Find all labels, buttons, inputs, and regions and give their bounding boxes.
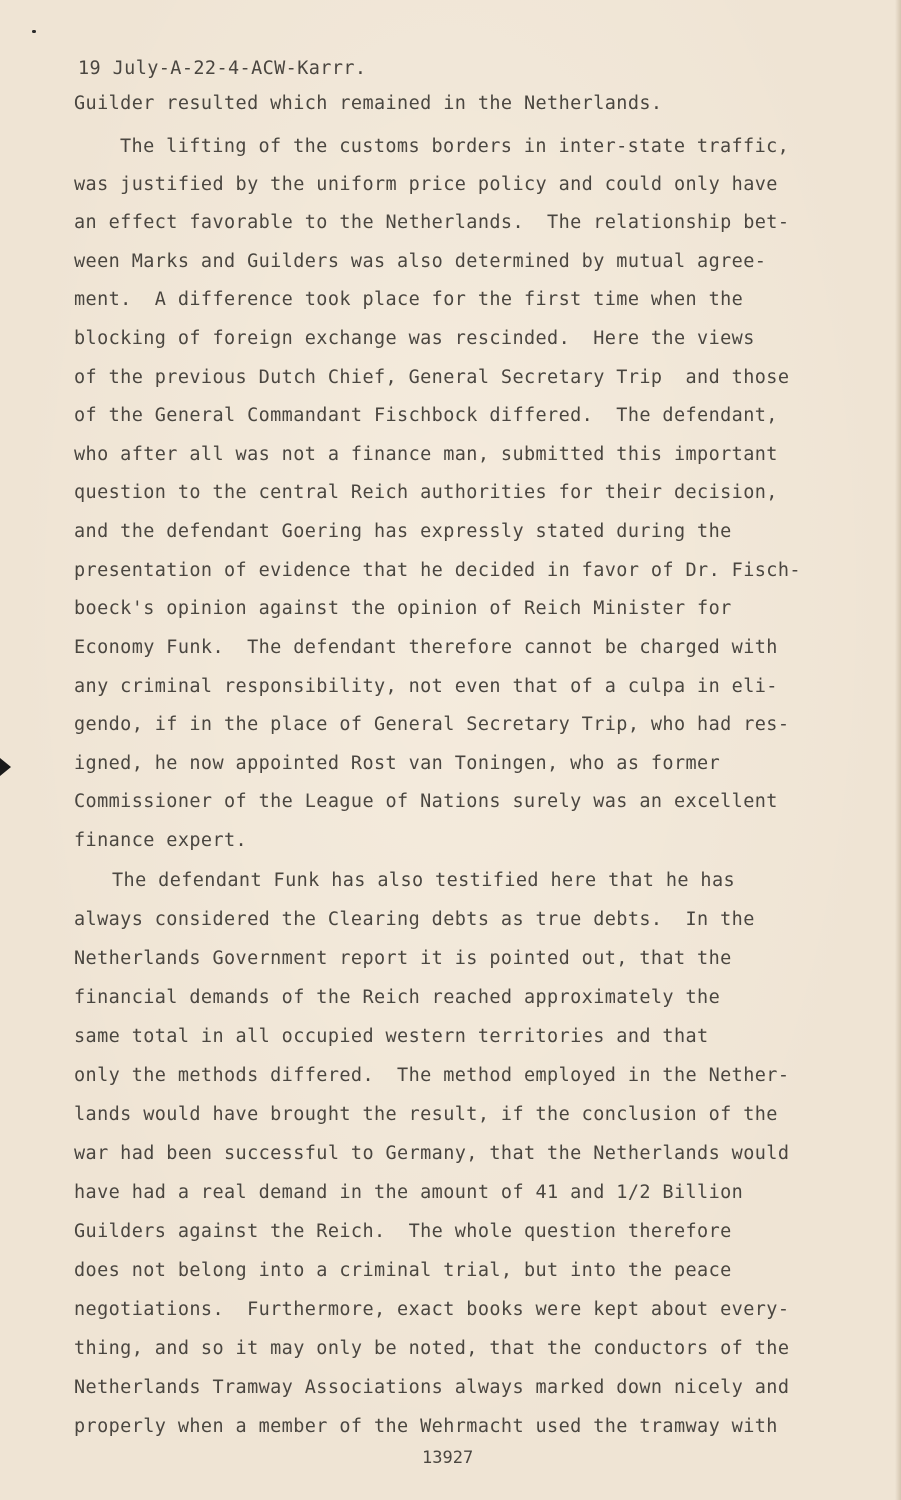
text-line: The lifting of the customs borders in inter-state traffic, (120, 136, 790, 157)
text-line: who after all was not a finance man, submitted this important (74, 444, 778, 465)
page-number: 13927 (422, 1448, 474, 1468)
text-line: igned, he now appointed Rost van Toningen, who as former (74, 753, 721, 774)
text-line: of the General Commandant Fischbock differed. The defendant, (74, 405, 778, 426)
text-line: Economy Funk. The defendant therefore cannot be charged with (74, 637, 778, 658)
document-header: 19 July-A-22-4-ACW-Karrr. (78, 58, 367, 79)
text-line: Guilders against the Reich. The whole question therefore (74, 1221, 732, 1242)
text-line: finance expert. (74, 830, 248, 851)
page-edge-shadow (895, 0, 901, 1500)
text-line: boeck's opinion against the opinion of Reich Minister for (74, 598, 732, 619)
text-line: does not belong into a criminal trial, but into the peace (74, 1260, 732, 1281)
text-line: only the methods differed. The method employed in the Nether- (74, 1065, 790, 1086)
text-line: Netherlands Tramway Associations always marked down nicely and (74, 1377, 790, 1398)
text-line: negotiations. Furthermore, exact books were kept about every- (74, 1299, 790, 1320)
text-line: always considered the Clearing debts as true debts. In the (74, 909, 755, 930)
binding-hole-mark (0, 758, 11, 776)
text-line: gendo, if in the place of General Secretary Trip, who had res- (74, 714, 790, 735)
text-line: presentation of evidence that he decided in favor of Dr. Fisch- (74, 560, 801, 581)
text-line: have had a real demand in the amount of 41 and 1/2 Billion (74, 1182, 744, 1203)
text-line: blocking of foreign exchange was rescinded. Here the views (74, 328, 755, 349)
text-line: ween Marks and Guilders was also determined by mutual agree- (74, 251, 767, 272)
text-line: an effect favorable to the Netherlands. The relationship bet- (74, 212, 790, 233)
text-line: war had been successful to Germany, that the Netherlands would (74, 1143, 790, 1164)
text-line: properly when a member of the Wehrmacht used the tramway with (74, 1416, 778, 1437)
text-line: and the defendant Goering has expressly stated during the (74, 521, 732, 542)
text-line: financial demands of the Reich reached approximately the (74, 987, 721, 1008)
text-line: was justified by the uniform price policy and could only have (74, 174, 778, 195)
text-line: Netherlands Government report it is pointed out, that the (74, 948, 732, 969)
text-line: any criminal responsibility, not even that of a culpa in eli- (74, 676, 778, 697)
ink-speck (32, 30, 36, 33)
text-line: thing, and so it may only be noted, that the conductors of the (74, 1338, 790, 1359)
text-line: The defendant Funk has also testified here that he has (112, 870, 736, 891)
text-line: same total in all occupied western territories and that (74, 1026, 709, 1047)
text-line: question to the central Reich authorities for their decision, (74, 482, 778, 503)
text-line: Guilder resulted which remained in the Netherlands. (74, 93, 663, 114)
text-line: lands would have brought the result, if the conclusion of the (74, 1104, 778, 1125)
text-line: ment. A difference took place for the first time when the (74, 289, 744, 310)
text-line: Commissioner of the League of Nations surely was an excellent (74, 791, 778, 812)
text-line: of the previous Dutch Chief, General Secretary Trip and those (74, 367, 790, 388)
